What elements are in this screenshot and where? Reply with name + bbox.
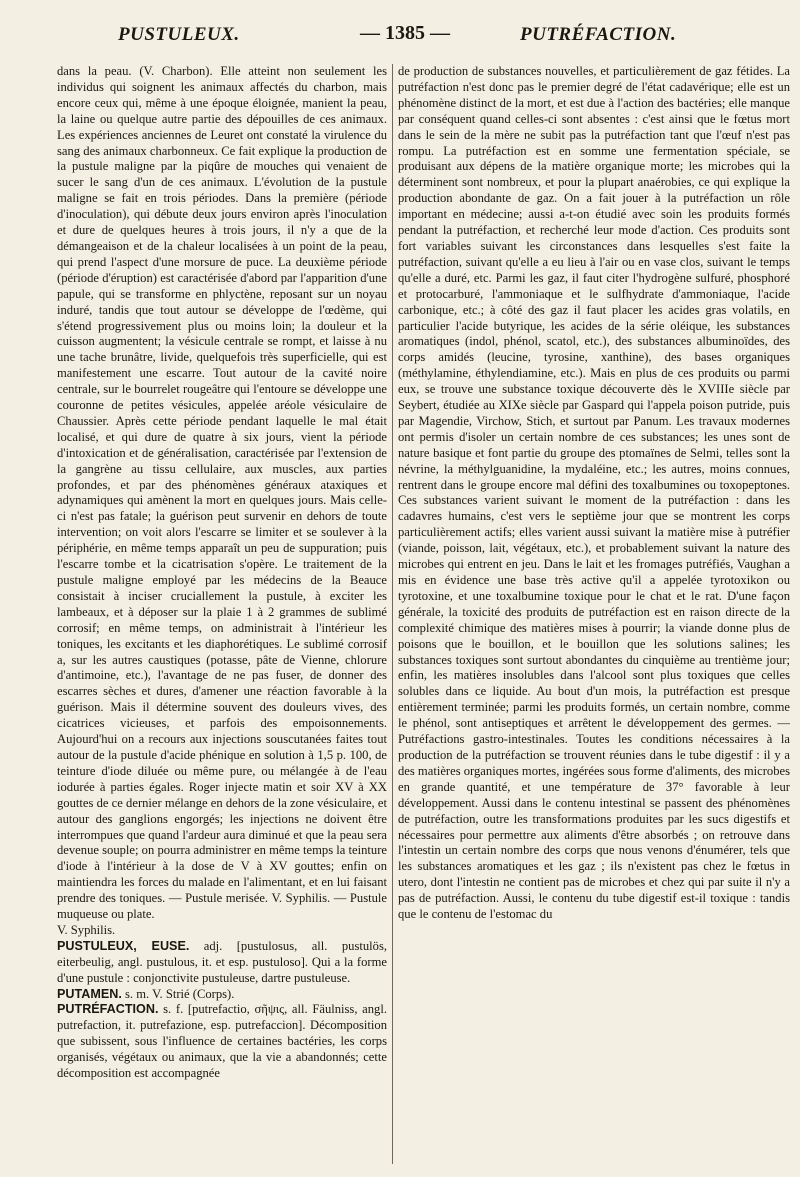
syphilis-reference: V. Syphilis. <box>57 922 116 937</box>
left-column <box>57 64 387 1082</box>
headword-pustuleux: PUSTULEUX, EUSE. <box>57 938 190 953</box>
definition-putamen: s. m. V. Strié (Corps). <box>125 986 235 1001</box>
entry-putrefaction <box>57 1002 387 1082</box>
putrefaction-continuation: de production de substances nouvelles, et particulièrement de gaz fétides. La putréfaction n'est donc pas le premier degré de l'état cadavérique; elle est un phénomène distinct de la mort, et est due à l'action des bactéries; elle manque par conséquent quand celles-ci sont absentes : c'est ainsi que le fœtus mort dans le sein de la mère ne subit pas la putréfaction tant que l'œuf n'est pas rompu. La putréfaction est en somme une fermentation spéciale, se produisant aux dépens de la matière organique morte; les microbes qui la déterminent sont nombreux, et pour la plupart anaérobies, ce qui explique la production abondante de gaz. On a fait jouer à la putréfaction un rôle important en médecine; aussi a-t-on étudié avec soin les produits formés pendant la putréfaction, et recherché leur mode d'action. Ces produits sont fort variables suivant les circonstances dans lesquelles s'est faite la putréfaction, suivant qu'elle a eu lieu à l'air ou en vase clos, suivant le temps qu'elle a duré, etc. Parmi les gaz, il faut citer l'hydrogène sulfuré, phosphoré et protocarburé, l'ammoniaque et le sulfhydrate d'ammoniaque, l'acide carbonique, etc.; à côté des gaz il faut placer les acides gras volatils, en particulier l'acide butyrique, les acides de la série oléique, les substances aromatiques (indol, phénol, scatol, etc.), des substances albuminoïdes, des corps amidés (leucine, tyrosine, xanthine), des bases organiques (méthylamine, éthylendiamine, etc.). Mais en plus de ces produits ou parmi eux, se trouve une substance toxique découverte dès le XVIIIe siècle par Seybert, étudiée au XIXe siècle par Gaspard qui l'appela poison putride, puis par Magendie, Virchow, Stich, et surtout par Panum. Les travaux modernes ont permis d'isoler un certain nombre de ces substances; les unes sont de nature basique et font partie du groupe des ptomaïnes de Selmi, telles sont la névrine, la méthylguanidine, la mydaléine, etc.; les autres, moins connues, rentrent dans le groupe encore mal défini des toxalbumines ou toxopeptones. Ces substances varient suivant le moment de la putréfaction : dans les cadavres humains, c'est vers le septième jour que se montrent les corps particulièrement actifs; elles varient aussi suivant la matière mise à putréfier (viande, poisson, lait, végétaux, etc.), et probablement suivant la nature des microbes qui entrent en jeu. Dans le lait et les fromages putréfiés, Vaughan a mis en évidence une base très active qu'il a appelée tyrotoxikon ou tyrotoxine, et une toxalbumine toxique pour le chat et le rat. D'une façon générale, la toxicité des produits de putréfaction est en raison directe de la complexité chimique des matières mises à pourrir; la viande donne plus de poisons que le bouillon, et le bouillon que les solutions salines; les substances toxiques sont surtout abondantes du cinquième au trentième jour; enfin, les matières insolubles dans l'alcool sont plus toxiques que celles solubles dans ce liquide. Au bout d'un mois, la putréfaction est presque entièrement terminée; parmi les produits formés, un certain nombre, comme le phénol, sont antiseptiques et arrêtent le développement des germes. — Putréfactions gastro-intestinales. Toutes les conditions nécessaires à la production de la putréfaction se trouvent réunies dans le tube digestif : il y a des matières organiques mortes, ingérées sous forme d'aliments, des microbes en grande quantité, et une température de 37° favorable à leur développement. Aussi dans le contenu intestinal se passent des phénomènes de putréfaction, outre les transformations produites par les sucs digestifs et nécessaires pour permettre aux aliments d'être absorbés ; on retrouve dans l'intestin un certain nombre des corps que nous venons d'énumérer, tels que les substances aromatiques et les gaz ; ils n'existent pas chez le fœtus in utero, dont l'intestin ne contient pas de microbes et chez qui par suite il n'y a pas de putréfaction. Aussi, le contenu du tube digestif est-il toxique : tandis que le contenu de l'estomac du <box>398 64 790 922</box>
right-column <box>398 64 790 923</box>
entry-pustuleux <box>57 939 387 987</box>
definition-pustuleux: adj. [pustulosus, all. pustulös, eiterbeulig, angl. pustulous, it. et esp. pustuloso]. Qui a la forme d'une pustule : conjonctivite pustuleuse, dartre pustuleuse. <box>57 938 387 985</box>
page-header <box>0 18 800 58</box>
header-right-word: PUTRÉFACTION. <box>520 24 677 45</box>
page-number: — 1385 — <box>360 22 450 44</box>
entry-putamen <box>57 987 387 1003</box>
definition-putrefaction: s. f. [putrefactio, σῆψις, all. Fäulniss, angl. putrefaction, it. putrefazione, esp. putrefaccion]. Décomposition que subissent, sous l'influence de certaines bactéries, les corps organisés, végétaux ou animaux, que la vie a abandonnés; cette décomposition est accompagnée <box>57 1002 387 1081</box>
headword-putamen: PUTAMEN. <box>57 986 122 1001</box>
header-left-word: PUSTULEUX. <box>118 24 240 45</box>
column-divider <box>392 64 393 1164</box>
charbon-paragraph: dans la peau. (V. Charbon). Elle atteint non seulement les individus qui soignent les animaux affectés du charbon, mais encore ceux qui, même à une époque éloignée, manient la peau, la laine ou quelque autre partie des dépouilles de ces animaux. Les expériences anciennes de Leuret ont constaté la virulence du sang des animaux charbonneux. Ce fait explique la production de la pustule maligne par la piqûre de mouches qui venaient de sucer le sang d'un de ces animaux. L'évolution de la pustule maligne se fait en trois périodes. Dans la première (période d'inoculation), qui débute deux jours environ après l'inoculation et dure de quelques heures à trois jours, il n'y a que de la démangeaison et de la chaleur localisées à un point de la peau, qui prend l'aspect d'une morsure de puce. La deuxième période (période d'éruption) est caractérisée d'abord par l'apparition d'une papule, qui se transforme en phlyctène, reposant sur un noyau induré, tandis que tout autour se développe de l'œdème, qui s'étend progressivement plus ou moins loin; la douleur et la cuisson augmentent; la vésicule centrale se rompt, et laisse à nu une tache brunâtre, livide, quelquefois très superficielle, qui est manifestement une escarre. Tout autour de la cavité noire centrale, sur le bourrelet rougeâtre qui l'entoure se développe une couronne de petites vésicules, appelée aréole vésiculaire de Chaussier. Après cette période pendant laquelle le mal était localisé, et qui dure de quatre à six jours, vient la période d'intoxication et de généralisation, caractérisée par l'extension de la gangrène au tissu cellulaire, aux muscles, aux parties profondes, et par des phénomènes généraux ataxiques et adynamiques qui amènent la mort en quelques jours. Mais celle-ci n'est pas fatale; la guérison peut survenir en dehors de toute intervention; on voit alors l'escarre se limiter et se soulever à la périphérie, en même temps apparaît un peu de suppuration; puis l'escarre tombe et la cicatrisation s'opère. Le traitement de la pustule maligne employé par les médecins de la Beauce consistait à inciser cruciallement la pustule, à exciter les lambeaux, et à déposer sur la plaie 1 à 2 grammes de sublimé corrosif; en même temps, on administrait à l'intérieur les toniques, les excitants et les diaphorétiques. Le sublimé corrosif a, sur les autres caustiques (potasse, pâte de Vienne, chlorure d'antimoine, etc.), l'avantage de ne pas fuser, de donner des escarres sèches et dures, d'amener une réaction favorable à la guérison. Mais il détermine souvent des douleurs vives, des cicatrices vicieuses, et parfois des empoisonnements. Aujourd'hui on a recours aux injections souscutanées faites tout autour de la pustule d'acide phénique en solution à 1,5 p. 100, de teinture d'iode diluée ou même pure, ou mélangée à de l'eau iodurée à parties égales. Roger injecte matin et soir XV à XX gouttes de ce dernier mélange en dehors de la zone vésiculaire, et autour des ganglions engorgés; les injections ne doivent être interrompues que quand l'ardeur aura diminué et que la peau sera devenue souple; on pourra administrer en même temps la teinture d'iode à l'intérieur à la dose de V à XV gouttes; enfin on maintiendra les forces du malade en l'alimentant, et en lui faisant prendre des toniques. — Pustule merisée. V. Syphilis. — Pustule muqueuse ou plate. <box>57 64 387 922</box>
headword-putrefaction: PUTRÉFACTION. <box>57 1002 159 1017</box>
